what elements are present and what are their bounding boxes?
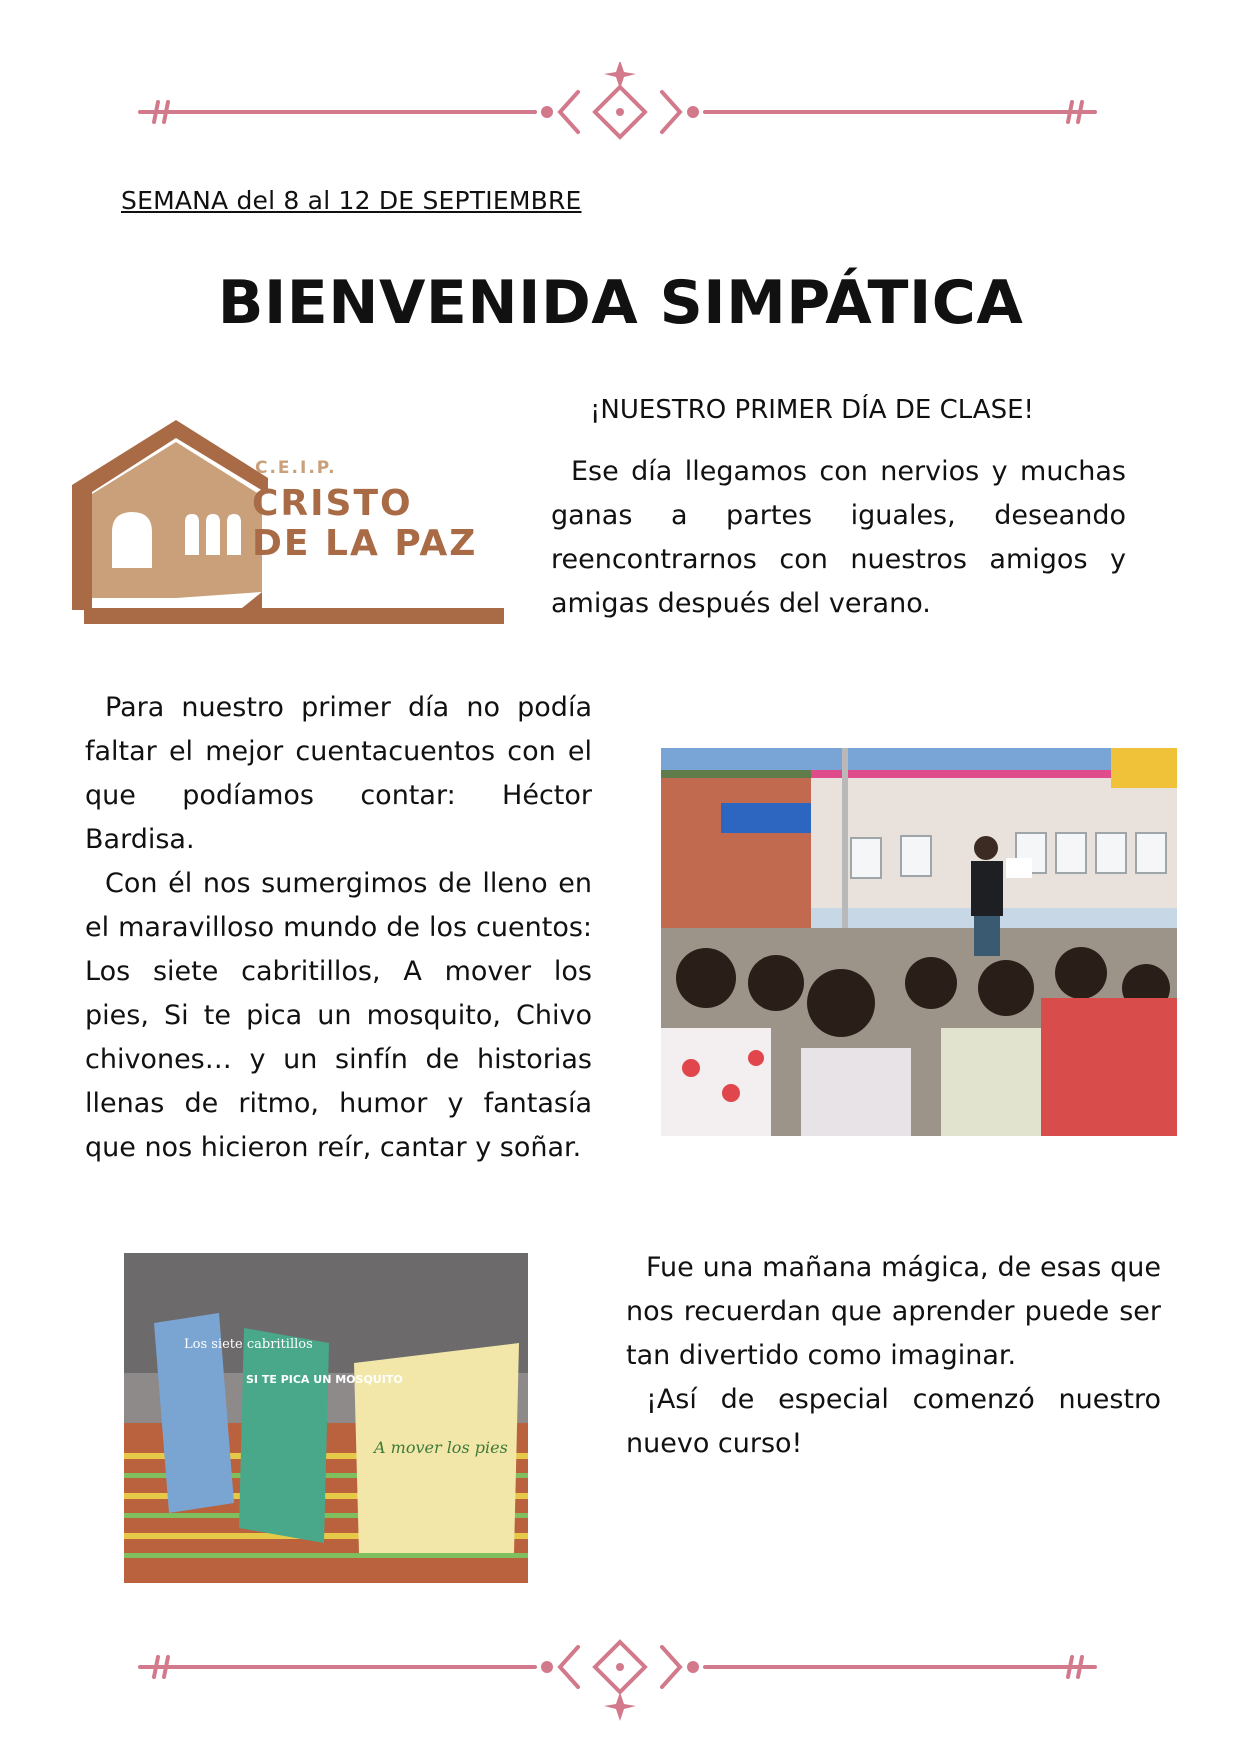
logo-line1: CRISTO <box>252 483 413 524</box>
storyteller-photo <box>661 748 1177 1136</box>
closing-paragraph-1: Fue una mañana mágica, de esas que nos recuerdan que aprender puede ser tan divertido como imaginar. <box>626 1252 1161 1371</box>
logo-line2: DE LA PAZ <box>252 523 478 564</box>
closing-paragraph-2: ¡Así de especial comenzó nuestro nuevo curso! <box>626 1384 1161 1459</box>
books-photo <box>124 1253 528 1583</box>
story-paragraph-1: Para nuestro primer día no podía faltar el mejor cuentacuentos con el que podíamos contar: Héctor Bardisa. <box>85 692 592 855</box>
top-ornament <box>130 62 1110 162</box>
school-building-icon <box>72 420 504 628</box>
story-section <box>85 686 592 1170</box>
closing-section <box>626 1246 1161 1466</box>
logo-small-text: C.E.I.P. <box>255 458 337 478</box>
book2-title: SI TE PICA UN MOSQUITO <box>246 1373 403 1386</box>
book3-title: A mover los pies <box>374 1438 508 1457</box>
intro-paragraph <box>551 450 1126 626</box>
book1-title: Los siete cabritillos <box>184 1337 313 1352</box>
school-logo <box>72 420 504 628</box>
week-label: SEMANA del 8 al 12 DE SEPTIEMBRE <box>121 186 582 215</box>
decorative-divider-icon <box>130 62 1110 162</box>
page-title: BIENVENIDA SIMPÁTICA <box>217 268 1024 338</box>
intro-text: Ese día llegamos con nervios y muchas ganas a partes iguales, deseando reencontrarnos con nuestros amigos y amigas después del verano. <box>551 456 1126 619</box>
bottom-ornament <box>130 1622 1110 1722</box>
decorative-divider-icon <box>130 1622 1110 1722</box>
story-paragraph-2: Con él nos sumergimos de lleno en el maravilloso mundo de los cuentos: Los siete cabritillos, A mover los pies, Si te pica un mosquito, Chivo chivones… y un sinfín de historias llenas de ritmo, humor y fantasía que nos hicieron reír, cantar y soñar. <box>85 868 592 1163</box>
section-heading: ¡NUESTRO PRIMER DÍA DE CLASE! <box>590 395 1034 425</box>
